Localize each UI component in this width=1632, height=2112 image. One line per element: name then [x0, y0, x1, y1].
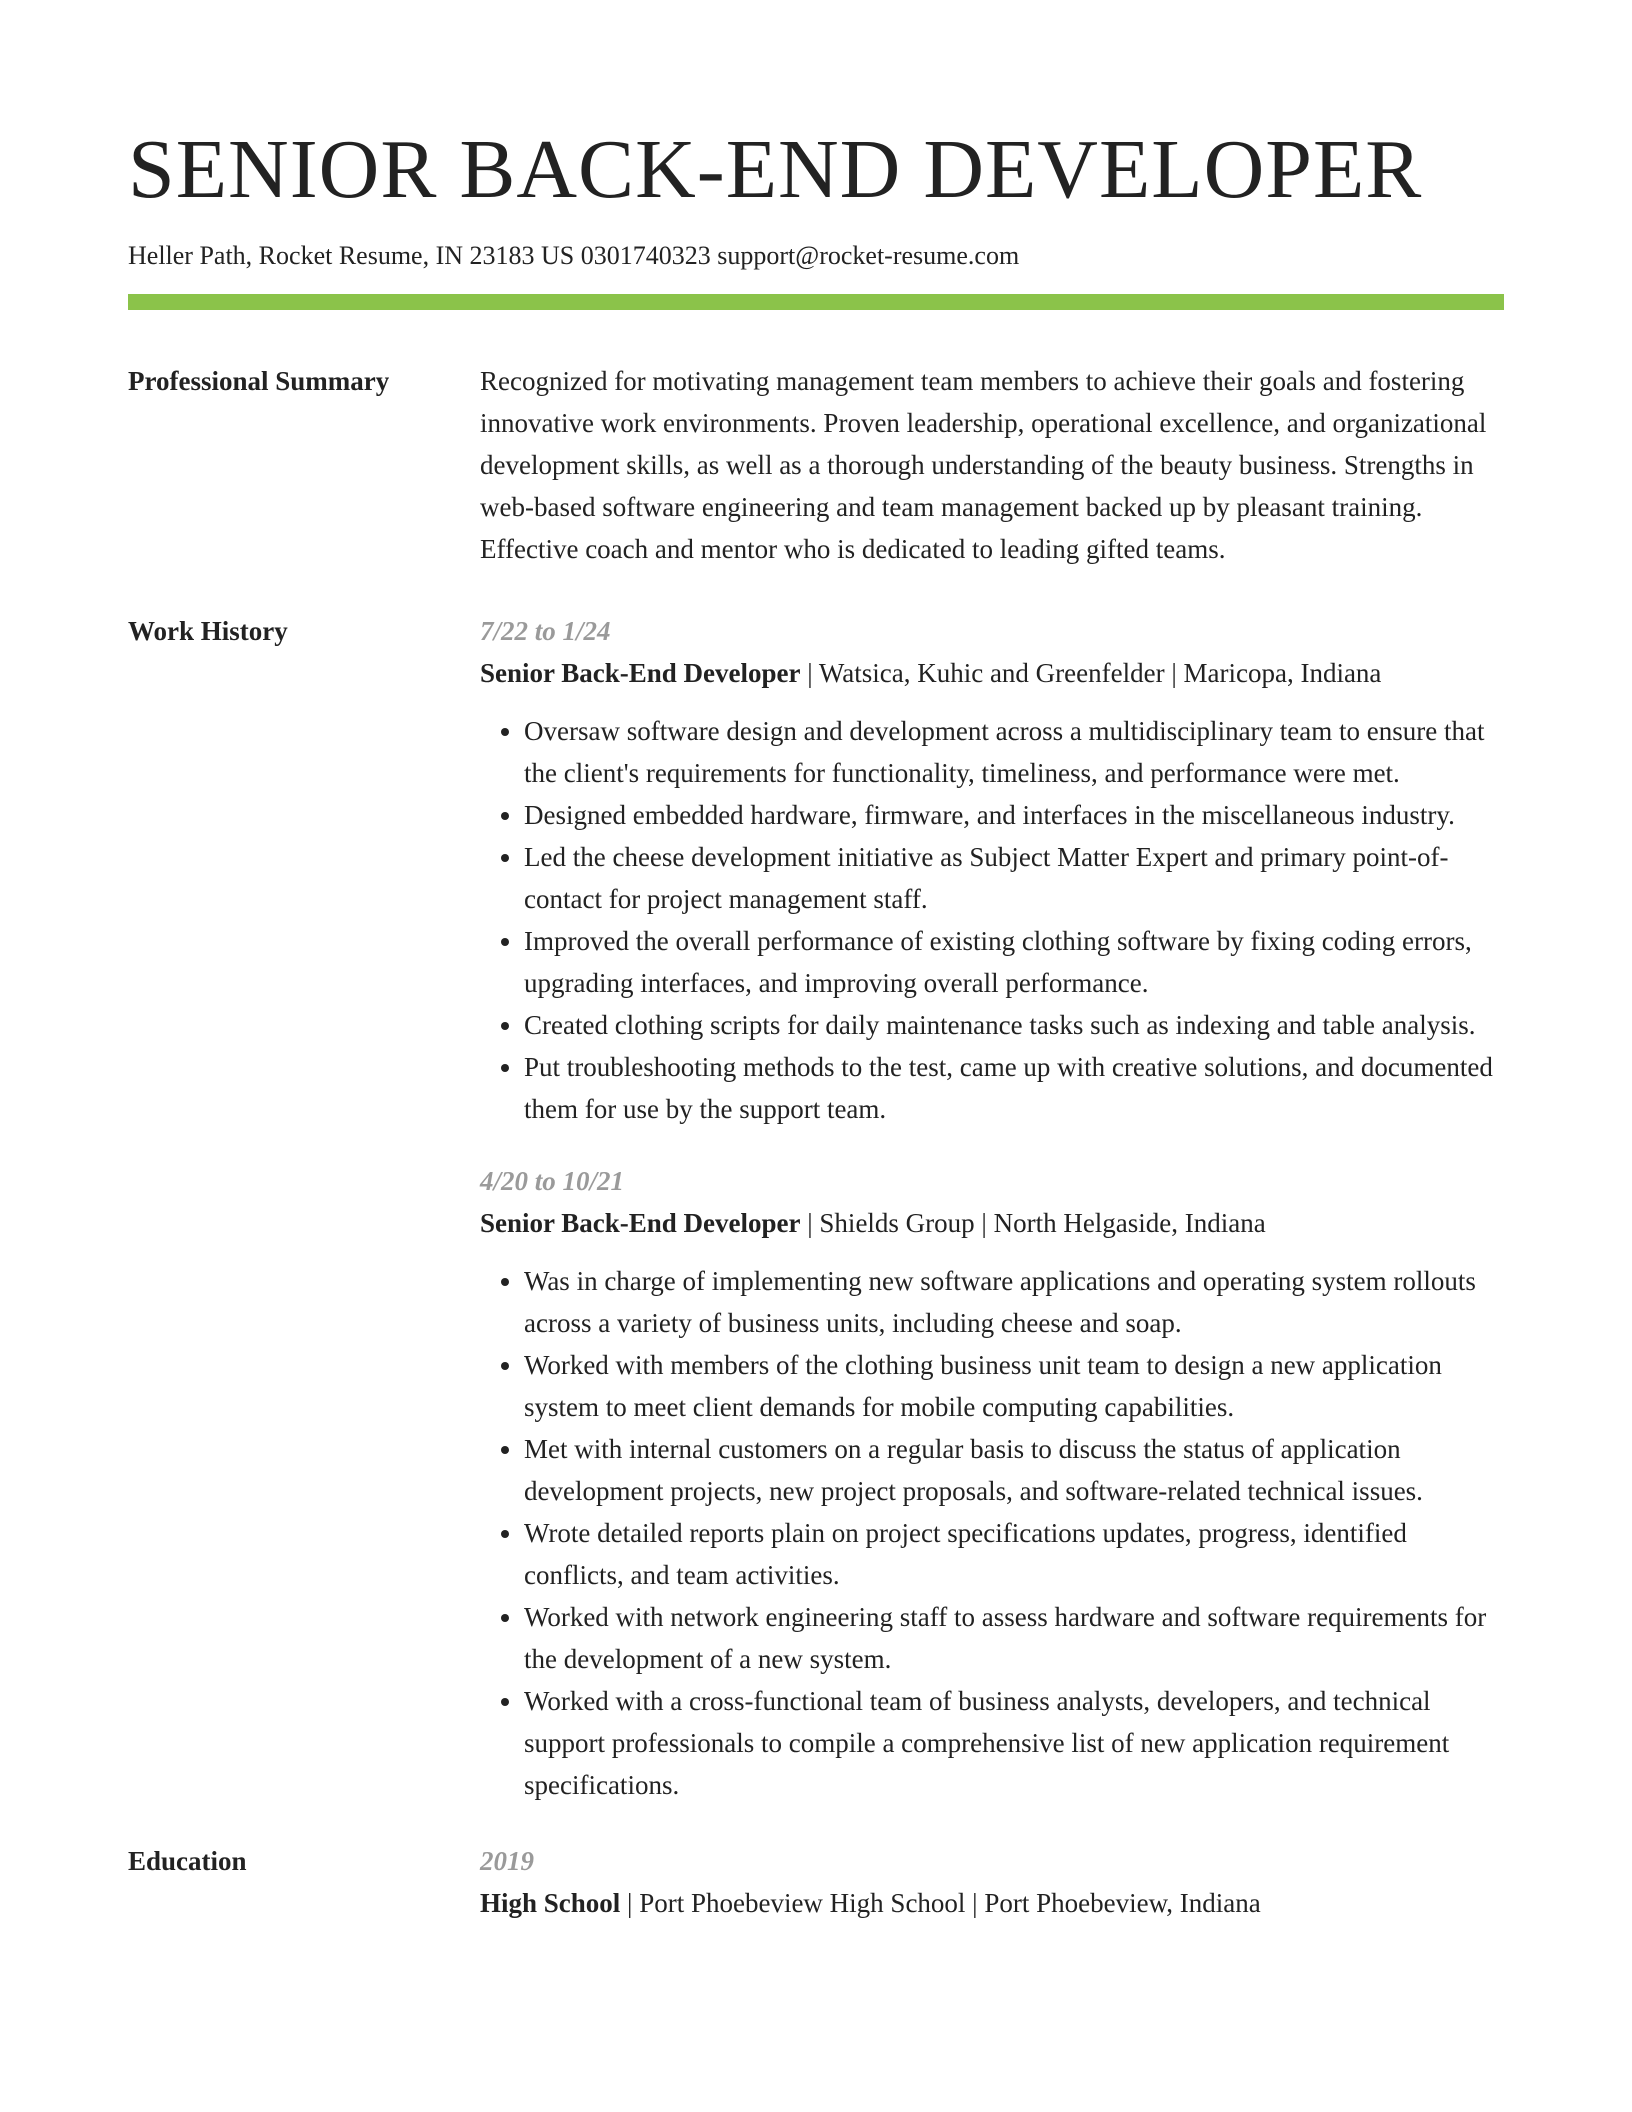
job-dates: 7/22 to 1/24	[480, 616, 611, 646]
list-item: • Worked with members of the clothing business unit team to design a new application system to meet client demands for mobile computing capabilities.	[524, 1344, 1504, 1428]
list-item: • Oversaw software design and development across a multidisciplinary team to ensure that the client's requirements for functionality, timeliness, and performance were met.	[524, 710, 1504, 794]
professional-summary-section	[128, 360, 1504, 570]
job-entry	[480, 1160, 1504, 1806]
list-item: • Designed embedded hardware, firmware, and interfaces in the miscellaneous industry.	[524, 794, 1504, 836]
education-dates: 2019	[480, 1846, 534, 1876]
education-degree: High School	[480, 1888, 621, 1918]
summary-text: Recognized for motivating management team members to achieve their goals and fostering innovative work environments. Proven leadership, operational excellence, and organizational development skills, as well as a thorough understanding of the beauty business. Strengths in web-based software engineering and team management backed up by pleasant training. Effective coach and mentor who is dedicated to leading gifted teams.	[480, 366, 1487, 564]
job-title: Senior Back-End Developer	[480, 1208, 801, 1238]
list-item: • Worked with network engineering staff to assess hardware and software requirements for the development of a new system.	[524, 1596, 1504, 1680]
education-section	[128, 1840, 1504, 1924]
job-details: | Watsica, Kuhic and Greenfelder | Maricopa, Indiana	[800, 658, 1382, 688]
job-entry	[480, 610, 1504, 1130]
list-item: • Created clothing scripts for daily maintenance tasks such as indexing and table analysis.	[524, 1004, 1504, 1046]
section-label-education: Education	[128, 1846, 247, 1876]
accent-divider	[128, 294, 1504, 310]
section-label-work: Work History	[128, 616, 288, 646]
section-label-summary: Professional Summary	[128, 366, 390, 396]
list-item: • Improved the overall performance of existing clothing software by fixing coding errors, upgrading interfaces, and improving overall performance.	[524, 920, 1504, 1004]
resume-header	[128, 120, 1504, 310]
resume-page	[128, 120, 1504, 1924]
job-bullets	[480, 1260, 1504, 1806]
job-role-line	[480, 1202, 1504, 1244]
job-details: | Shields Group | North Helgaside, Indiana	[800, 1208, 1266, 1238]
list-item: • Wrote detailed reports plain on project specifications updates, progress, identified conflicts, and team activities.	[524, 1512, 1504, 1596]
list-item: • Was in charge of implementing new software applications and operating system rollouts across a variety of business units, including cheese and soap.	[524, 1260, 1504, 1344]
work-history-section	[128, 610, 1504, 1806]
job-dates: 4/20 to 10/21	[480, 1166, 625, 1196]
education-line	[480, 1882, 1504, 1924]
job-title: Senior Back-End Developer	[480, 658, 801, 688]
list-item: • Put troubleshooting methods to the test, came up with creative solutions, and documented them for use by the support team.	[524, 1046, 1504, 1130]
job-bullets	[480, 710, 1504, 1130]
list-item: • Led the cheese development initiative as Subject Matter Expert and primary point-of-contact for project management staff.	[524, 836, 1504, 920]
list-item: • Met with internal customers on a regular basis to discuss the status of application development projects, new project proposals, and software-related technical issues.	[524, 1428, 1504, 1512]
page-title: SENIOR BACK-END DEVELOPER	[128, 123, 1423, 216]
contact-line: Heller Path, Rocket Resume, IN 23183 US 0301740323 support@rocket-resume.com	[128, 241, 1020, 270]
list-item: • Worked with a cross-functional team of business analysts, developers, and technical support professionals to compile a comprehensive list of new application requirement specifications.	[524, 1680, 1504, 1806]
job-role-line	[480, 652, 1504, 694]
education-details: | Port Phoebeview High School | Port Phoebeview, Indiana	[620, 1888, 1261, 1918]
